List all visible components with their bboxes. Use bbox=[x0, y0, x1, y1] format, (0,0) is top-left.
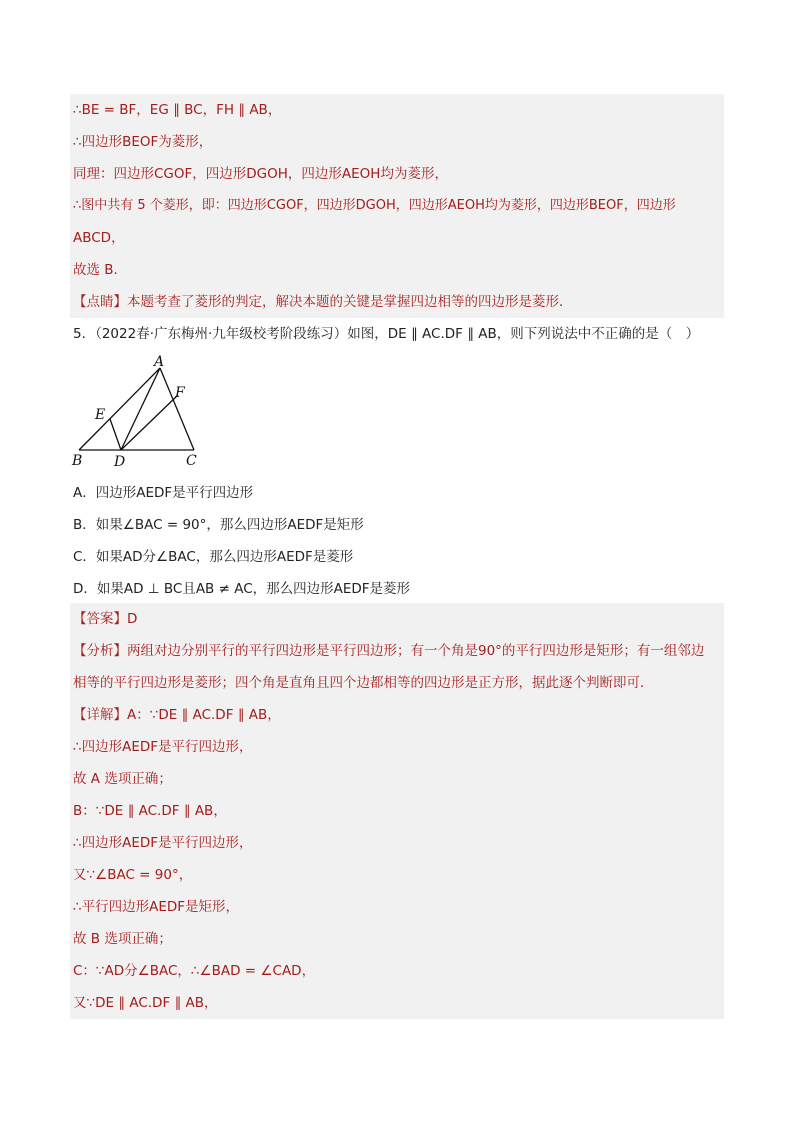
detail-line-7: ∴平行四边形AEDF是矩形， bbox=[70, 891, 724, 923]
comment-line bbox=[70, 286, 724, 318]
option-b: B．如果∠BAC = 90°，那么四边形AEDF是矩形 bbox=[73, 517, 364, 533]
detail-line-3: 故 A 选项正确； bbox=[70, 763, 724, 795]
answer-line bbox=[70, 603, 724, 635]
label-a: A bbox=[154, 354, 165, 370]
comment-tag: 【点睛】 bbox=[73, 294, 127, 310]
detail-line-1 bbox=[70, 699, 724, 731]
analysis-line-1 bbox=[70, 635, 724, 667]
segment-ca bbox=[160, 368, 194, 450]
label-c: C bbox=[186, 453, 197, 469]
solution-line-3: 同理：四边形CGOF，四边形DGOH，四边形AEOH均为菱形， bbox=[70, 158, 724, 190]
option-c: C．如果AD分∠BAC，那么四边形AEDF是菱形 bbox=[73, 549, 354, 565]
question-text: （2022春·广东梅州·九年级校考阶段练习）如图，DE ∥ AC.DF ∥ AB，则下列说法中不正确的是（ ） bbox=[95, 326, 700, 342]
answer-value: D bbox=[127, 611, 138, 627]
detail-line-6: 又∵∠BAC = 90°， bbox=[70, 859, 724, 891]
analysis-text-1: 两组对边分别平行的平行四边形是平行四边形；有一个角是90°的平行四边形是矩形；有一组邻边 bbox=[127, 643, 705, 659]
option-a: A．四边形AEDF是平行四边形 bbox=[73, 485, 254, 501]
comment-text: 本题考查了菱形的判定，解决本题的关键是掌握四边相等的四边形是菱形． bbox=[127, 294, 573, 310]
label-e: E bbox=[95, 407, 106, 423]
solution-line-5: ABCD， bbox=[70, 222, 724, 254]
detail-line-4: B：∵DE ∥ AC.DF ∥ AB， bbox=[70, 795, 724, 827]
segment-ad bbox=[121, 368, 160, 450]
solution-line-2: ∴四边形BEOF为菱形， bbox=[70, 126, 724, 158]
solution-line-1: ∴BE = BF，EG ∥ BC，FH ∥ AB， bbox=[70, 94, 724, 126]
detail-line-8: 故 B 选项正确； bbox=[70, 923, 724, 955]
solution-line-4: ∴图中共有 5 个菱形，即：四边形CGOF，四边形DGOH，四边形AEOH均为菱形，四边形BEOF，四边形 bbox=[70, 190, 724, 222]
detail-text-1: A：∵DE ∥ AC.DF ∥ AB， bbox=[127, 707, 281, 723]
solution-line-6: 故选 B． bbox=[70, 254, 724, 286]
detail-line-10: 又∵DE ∥ AC.DF ∥ AB， bbox=[70, 987, 724, 1019]
segment-de bbox=[110, 419, 121, 450]
question-number: 5． bbox=[73, 326, 96, 342]
label-f: F bbox=[175, 385, 185, 401]
option-d: D．如果AD ⊥ BC且AB ≠ AC，那么四边形AEDF是菱形 bbox=[73, 581, 411, 597]
detail-line-5: ∴四边形AEDF是平行四边形， bbox=[70, 827, 724, 859]
question-5 bbox=[70, 318, 724, 350]
analysis-tag: 【分析】 bbox=[73, 643, 127, 659]
detail-line-2: ∴四边形AEDF是平行四边形， bbox=[70, 731, 724, 763]
analysis-line-2: 相等的平行四边形是菱形；四个角是直角且四个边都相等的四边形是正方形，据此逐个判断即可． bbox=[70, 667, 724, 699]
label-b: B bbox=[72, 453, 83, 469]
detail-tag: 【详解】 bbox=[73, 707, 127, 723]
triangle-figure bbox=[70, 352, 210, 470]
answer-tag: 【答案】 bbox=[73, 611, 127, 627]
segment-df bbox=[121, 395, 178, 450]
segment-ab bbox=[79, 368, 160, 450]
label-d: D bbox=[114, 454, 126, 470]
detail-line-9: C：∵AD分∠BAC，∴∠BAD = ∠CAD， bbox=[70, 955, 724, 987]
